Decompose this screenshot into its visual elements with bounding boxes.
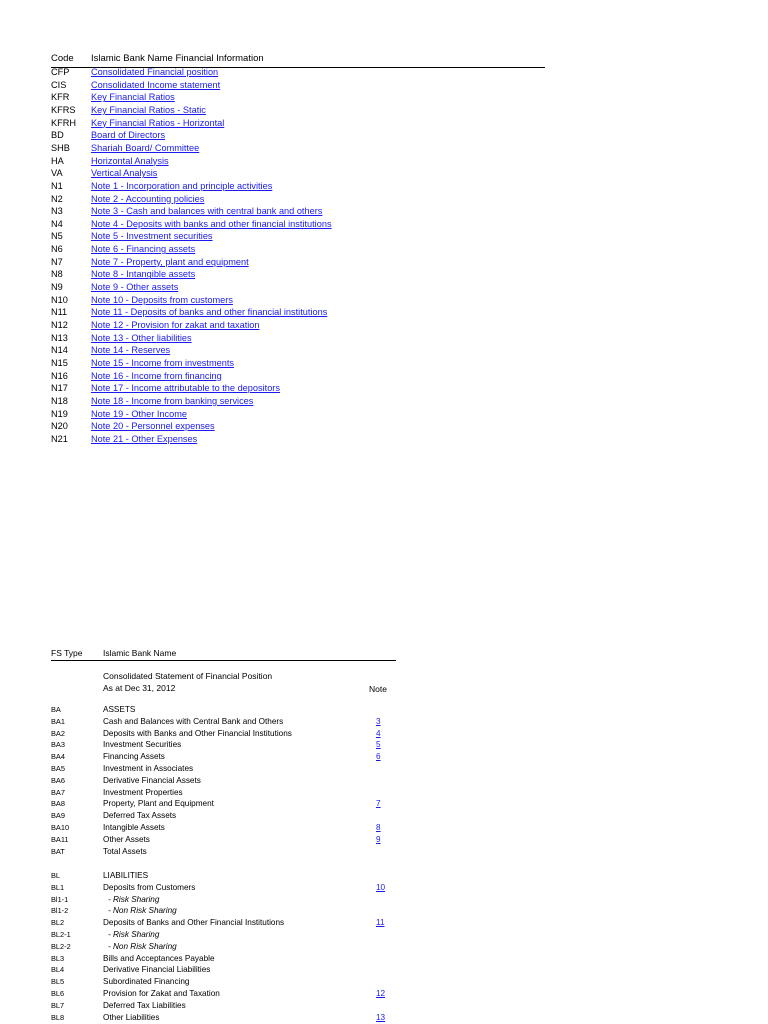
index-link[interactable]: Note 11 - Deposits of banks and other financial institutions: [91, 307, 328, 318]
index-code: N2: [51, 193, 63, 204]
index-code: CIS: [51, 79, 67, 90]
note-link[interactable]: 13: [376, 1012, 386, 1022]
fs-code: BA7: [51, 787, 65, 797]
index-link[interactable]: Note 7 - Property, plant and equipment: [91, 256, 249, 267]
line-item: Investment in Associates: [103, 764, 194, 773]
index-link[interactable]: Shariah Board/ Committee: [91, 142, 200, 153]
index-code: SHB: [51, 142, 70, 153]
line-item: Other Assets: [103, 834, 150, 844]
index-link[interactable]: Note 5 - Investment securities: [91, 231, 213, 242]
line-item: Property, Plant and Equipment: [103, 799, 214, 809]
index-code: N9: [51, 282, 63, 293]
index-link[interactable]: Note 4 - Deposits with banks and other financial institutions: [91, 218, 332, 229]
index-code: N6: [51, 244, 63, 255]
index-link[interactable]: Consolidated Financial position: [91, 67, 219, 77]
fs-code: BA5: [51, 764, 65, 773]
statement-row: [51, 976, 396, 988]
line-item: Total Assets: [103, 846, 147, 856]
index-code: N16: [51, 370, 68, 381]
index-link[interactable]: Note 13 - Other liabilities: [91, 332, 192, 343]
index-code: N3: [51, 206, 63, 217]
fs-code: BL: [51, 871, 61, 880]
fs-code: BA10: [51, 823, 70, 832]
line-item: Intangible Assets: [103, 823, 165, 832]
line-item: Derivative Financial Liabilities: [103, 965, 211, 975]
statement-title: Consolidated Statement of Financial Position: [103, 671, 273, 681]
statement-row: [51, 822, 396, 834]
index-code: KFRH: [51, 117, 77, 128]
fs-code: BAT: [51, 846, 65, 856]
note-link[interactable]: 7: [376, 799, 381, 809]
note-link[interactable]: 10: [376, 882, 386, 892]
statement-row: [51, 810, 396, 822]
index-code: N1: [51, 180, 63, 191]
section-label-row: [51, 704, 396, 716]
index-link[interactable]: Key Financial Ratios - Static: [91, 104, 206, 115]
index-code: N13: [51, 332, 68, 343]
index-code: VA: [51, 168, 63, 179]
index-link[interactable]: Note 8 - Intangible assets: [91, 269, 196, 280]
index-link[interactable]: Note 14 - Reserves: [91, 345, 171, 356]
index-link[interactable]: Vertical Analysis: [91, 168, 158, 179]
note-column-header: Note: [369, 684, 387, 694]
section-label: ASSETS: [103, 705, 136, 714]
index-code: N21: [51, 433, 68, 444]
fs-code: Bl1-2: [51, 906, 69, 916]
line-item: - Non Risk Sharing: [108, 941, 177, 951]
index-link[interactable]: Note 17 - Income attributable to the depositors: [91, 383, 280, 394]
index-link[interactable]: Note 20 - Personnel expenses: [91, 421, 215, 432]
index-code: N7: [51, 256, 63, 267]
line-item: Deposits of Banks and Other Financial Institutions: [103, 918, 285, 928]
statement-row: [51, 929, 396, 941]
index-link[interactable]: Note 15 - Income from investments: [91, 357, 234, 368]
fs-code: BL2-2: [51, 941, 71, 951]
fs-code: BL5: [51, 977, 65, 987]
fs-code: BA11: [51, 834, 69, 844]
index-link[interactable]: Horizontal Analysis: [91, 155, 169, 166]
statement-row: [51, 739, 396, 751]
fs-code: BA: [51, 705, 61, 714]
statement-row: [51, 905, 396, 917]
line-item: Cash and Balances with Central Bank and Others: [103, 716, 284, 726]
line-item: Investment Securities: [103, 740, 182, 750]
line-item: Provision for Zakat and Taxation: [103, 989, 220, 998]
statement-row: [51, 964, 396, 976]
fs-code: BL4: [51, 965, 65, 975]
line-item: Deposits from Customers: [103, 882, 196, 892]
index-code: N10: [51, 294, 68, 305]
line-item: Deposits with Banks and Other Financial Institutions: [103, 728, 292, 738]
statement-row: [51, 1000, 396, 1012]
fs-code: BL7: [51, 1000, 65, 1010]
index-link[interactable]: Note 9 - Other assets: [91, 282, 179, 293]
note-link[interactable]: 8: [376, 823, 381, 832]
fs-code: BA1: [51, 716, 65, 726]
statement-row: [51, 894, 396, 906]
line-item: Other Liabilities: [103, 1012, 160, 1022]
line-item: Investment Properties: [103, 787, 183, 797]
line-item: Deferred Tax Liabilities: [103, 1000, 186, 1010]
statement-row: [51, 882, 396, 894]
note-link[interactable]: 3: [376, 716, 381, 726]
note-link[interactable]: 5: [376, 740, 381, 750]
index-link[interactable]: Board of Directors: [91, 130, 166, 141]
note-link[interactable]: 12: [376, 989, 386, 998]
statement-header-type: FS Type: [51, 648, 83, 658]
statement-row: [51, 917, 396, 929]
statement-row: [51, 775, 396, 787]
statement-subtitle: As at Dec 31, 2012: [103, 683, 176, 693]
index-code: HA: [51, 155, 64, 166]
index-code: N11: [51, 307, 68, 318]
index-code: KFRS: [51, 104, 76, 115]
fs-code: BA6: [51, 775, 65, 785]
statement-row: [51, 953, 396, 965]
line-item: Bills and Acceptances Payable: [103, 953, 215, 963]
index-link[interactable]: Note 18 - Income from banking services: [91, 395, 254, 406]
line-item: - Non Risk Sharing: [108, 906, 177, 916]
line-item: Financing Assets: [103, 752, 165, 762]
index-link[interactable]: Note 19 - Other Income: [91, 408, 188, 419]
note-link[interactable]: 11: [376, 918, 385, 928]
statement-row: [51, 763, 396, 775]
section-label: LIABILITIES: [103, 871, 149, 880]
statement-row: [51, 716, 396, 728]
statement-row: [51, 728, 396, 740]
index-link[interactable]: Note 3 - Cash and balances with central bank and others: [91, 206, 323, 217]
index-code: N14: [51, 345, 68, 356]
statement-row: [51, 787, 396, 799]
statement-row: [51, 751, 396, 763]
index-code: N12: [51, 320, 68, 330]
statement-row: [51, 834, 396, 846]
line-item: Subordinated Financing: [103, 977, 190, 987]
index-header-name: Islamic Bank Name Financial Information: [91, 53, 264, 64]
index-code: N8: [51, 269, 63, 280]
index-link[interactable]: Note 12 - Provision for zakat and taxation: [91, 320, 260, 330]
index-code: N4: [51, 218, 63, 229]
note-link[interactable]: 4: [376, 728, 381, 738]
index-code: N17: [51, 383, 68, 394]
line-item: - Risk Sharing: [108, 930, 160, 939]
line-item: Derivative Financial Assets: [103, 775, 201, 785]
fs-code: BL1: [51, 882, 65, 892]
note-link[interactable]: 6: [376, 752, 381, 762]
index-link[interactable]: Key Financial Ratios - Horizontal: [91, 117, 225, 128]
statement-row: [51, 941, 396, 953]
statement-row: [51, 846, 396, 858]
index-code: N18: [51, 395, 68, 406]
fs-code: BL2-1: [51, 930, 71, 939]
fs-code: BL6: [51, 989, 65, 998]
note-link[interactable]: 9: [376, 834, 381, 844]
section-label-row: [51, 870, 396, 882]
line-item: - Risk Sharing: [108, 894, 160, 904]
index-code: N15: [51, 357, 68, 368]
fs-code: Bl1-1: [51, 894, 69, 904]
fs-code: BL8: [51, 1012, 65, 1022]
fs-code: BA2: [51, 728, 65, 738]
index-code: N5: [51, 231, 63, 242]
fs-code: BA4: [51, 752, 65, 762]
fs-code: BL3: [51, 953, 65, 963]
index-link[interactable]: Key Financial Ratios: [91, 92, 175, 103]
index-link[interactable]: Note 6 - Financing assets: [91, 244, 196, 255]
fs-code: BA9: [51, 811, 65, 821]
index-link[interactable]: Note 1 - Incorporation and principle activities: [91, 180, 273, 191]
index-link[interactable]: Consolidated Income statement: [91, 79, 221, 90]
index-link[interactable]: Note 16 - Income from financing: [91, 370, 222, 381]
statement-header-rule: [51, 660, 396, 661]
fs-code: BA3: [51, 740, 65, 750]
index-code: BD: [51, 130, 64, 141]
line-item: Deferred Tax Assets: [103, 811, 177, 821]
index-link[interactable]: Note 21 - Other Expenses: [91, 433, 198, 444]
index-header-code: Code: [51, 53, 74, 64]
statement-header-name: Islamic Bank Name: [103, 648, 177, 658]
index-code: N20: [51, 421, 68, 432]
index-code: CFP: [51, 67, 70, 77]
index-link[interactable]: Note 2 - Accounting policies: [91, 193, 205, 204]
index-link[interactable]: Note 10 - Deposits from customers: [91, 294, 233, 305]
statement-row: [51, 798, 396, 810]
fs-code: BL2: [51, 918, 65, 928]
index-code: N19: [51, 408, 68, 419]
fs-code: BA8: [51, 799, 65, 809]
statement-row: [51, 1012, 396, 1024]
index-code: KFR: [51, 92, 70, 103]
statement-row: [51, 988, 396, 1000]
